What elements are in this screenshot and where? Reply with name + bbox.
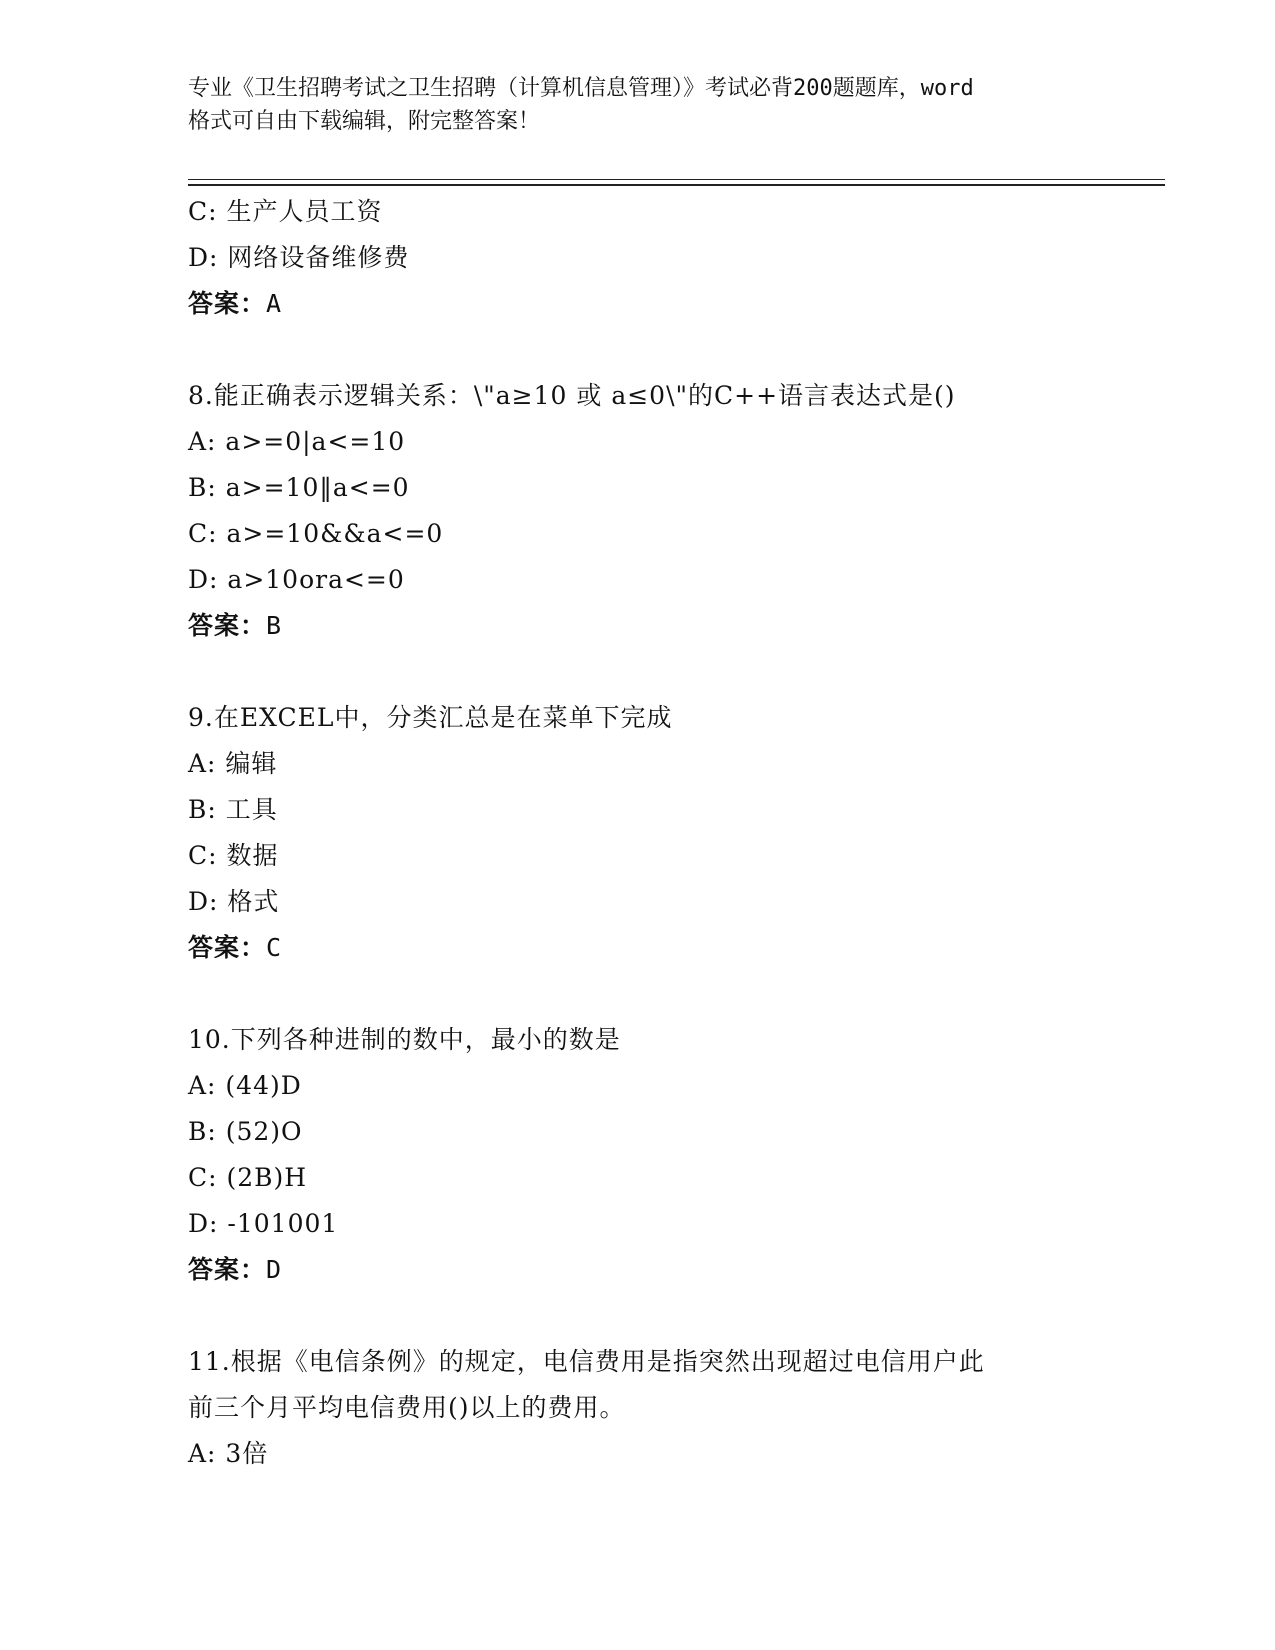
q8-option-d: D: a>10ora<=0 [188, 565, 405, 594]
question-11 [188, 1339, 1088, 1477]
q9-option-b: B: 工具 [188, 795, 278, 824]
q8-option-b: B: a>=10‖a<=0 [188, 473, 410, 502]
q9-answer [188, 925, 1088, 971]
answer-value: A [266, 289, 283, 318]
q11-text-line-2: 前三个月平均电信费用()以上的费用。 [188, 1393, 626, 1422]
document-header [188, 72, 1088, 138]
header-divider-thin [188, 179, 1165, 180]
q11-option-a: A: 3倍 [188, 1439, 269, 1468]
q10-text: 10.下列各种进制的数中，最小的数是 [188, 1025, 621, 1054]
q9-option-a: A: 编辑 [188, 749, 278, 778]
answer-value: B [266, 611, 283, 640]
question-10 [188, 1017, 1088, 1293]
question-8 [188, 373, 1088, 649]
spacer [188, 649, 1088, 695]
q9-option-c: C: 数据 [188, 841, 279, 870]
q8-option-a: A: a>=0|a<=10 [188, 427, 406, 456]
spacer [188, 971, 1088, 1017]
q10-option-b: B: (52)O [188, 1117, 303, 1146]
answer-value: C [266, 933, 283, 962]
q7-option-c: C: 生产人员工资 [188, 197, 383, 226]
spacer [188, 327, 1088, 373]
question-list [188, 189, 1088, 1477]
q8-answer [188, 603, 1088, 649]
q11-text-line-1: 11.根据《电信条例》的规定，电信费用是指突然出现超过电信用户此 [188, 1347, 985, 1376]
q10-answer [188, 1247, 1088, 1293]
answer-label: 答案： [188, 611, 267, 640]
question-9 [188, 695, 1088, 971]
q7-answer [188, 281, 1088, 327]
spacer [188, 1293, 1088, 1339]
q10-option-a: A: (44)D [188, 1071, 302, 1100]
q9-text: 9.在EXCEL中，分类汇总是在菜单下完成 [188, 703, 673, 732]
q8-option-c: C: a>=10&&a<=0 [188, 519, 444, 548]
answer-value: D [266, 1255, 283, 1284]
q7-option-d: D: 网络设备维修费 [188, 243, 410, 272]
q9-option-d: D: 格式 [188, 887, 280, 916]
header-divider-thick [188, 184, 1165, 186]
answer-label: 答案： [188, 1255, 267, 1284]
header-line-1: 专业《卫生招聘考试之卫生招聘（计算机信息管理）》考试必背200题题库，word [188, 76, 974, 101]
header-line-2: 格式可自由下载编辑，附完整答案！ [188, 109, 541, 134]
q10-option-c: C: (2B)H [188, 1163, 308, 1192]
answer-label: 答案： [188, 933, 267, 962]
q10-option-d: D: -101001 [188, 1209, 339, 1238]
question-7-tail [188, 189, 1088, 327]
q8-text: 8.能正确表示逻辑关系：\"a≥10 或 a≤0\"的C++语言表达式是() [188, 381, 956, 410]
answer-label: 答案： [188, 289, 267, 318]
